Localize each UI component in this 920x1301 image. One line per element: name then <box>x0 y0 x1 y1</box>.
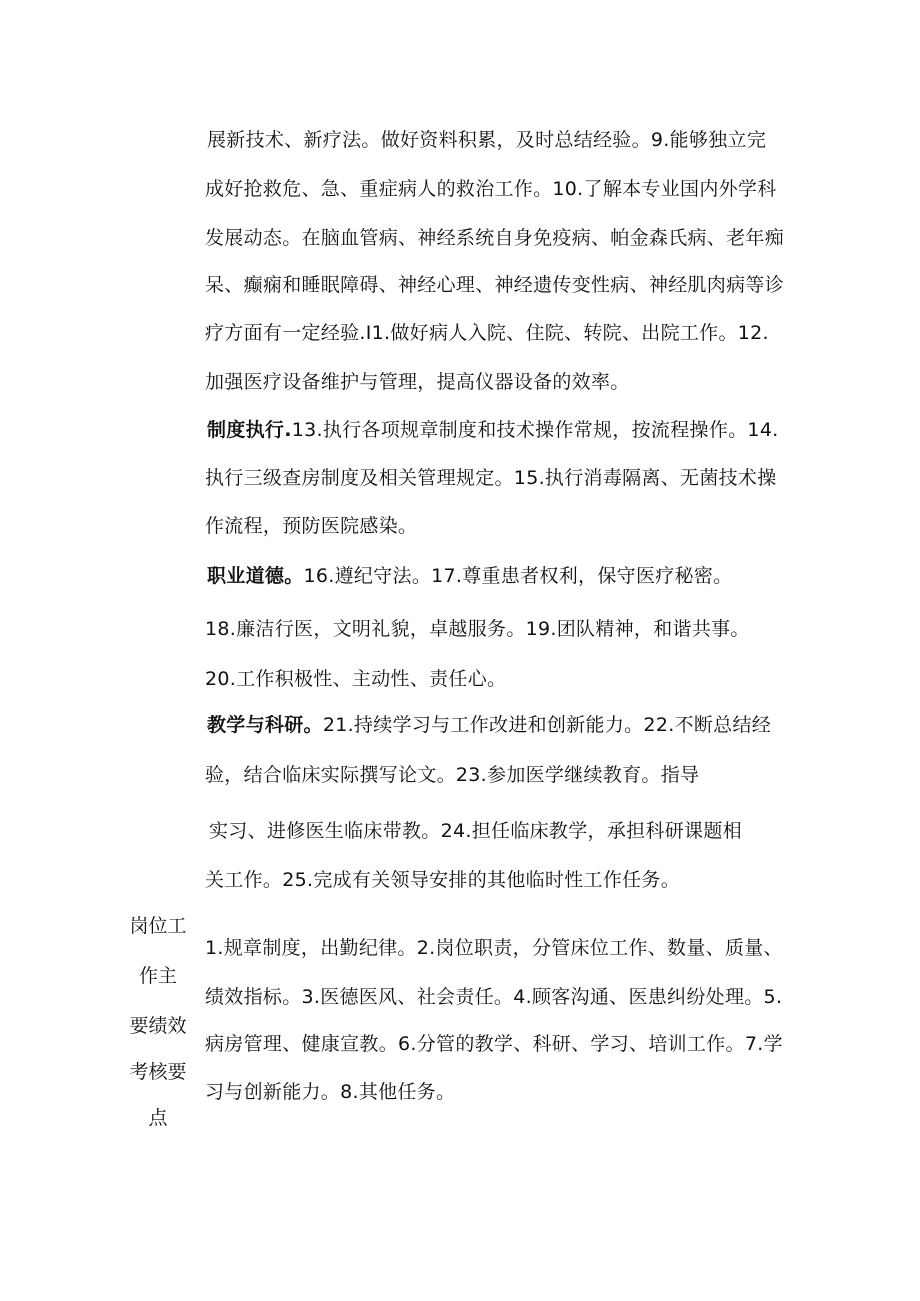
ethics-section-text: 16.遵纪守法。17.尊重患者权利，保守医疗秘密。 <box>303 565 733 587</box>
ethics-section-heading: 职业道德。 <box>207 565 304 587</box>
body-line: 执行三级查房制度及相关管理规定。15.执行消毒隔离、无菌技术操 <box>205 467 777 489</box>
body-line: 呆、癫痫和睡眠障碍、神经心理、神经遗传变性病、神经肌肉病等诊 <box>205 274 785 296</box>
body-line: 20.工作积极性、主动性、责任心。 <box>205 668 507 690</box>
body-line: 加强医疗设备维护与管理，提高仪器设备的效率。 <box>205 371 630 393</box>
teaching-section-heading: 教学与科研。 <box>207 714 323 736</box>
assessment-line: 习与创新能力。8.其他任务。 <box>205 1081 456 1103</box>
body-line: 成好抢救危、急、重症病人的救治工作。10.了解本专业国内外学科 <box>205 178 777 200</box>
system-section-line-1 <box>207 418 779 442</box>
assessment-line: 病房管理、健康宣教。6.分管的教学、科研、学习、培训工作。7.学 <box>205 1033 783 1055</box>
assessment-label-line: 岗位工 <box>129 915 187 937</box>
assessment-label-line: 点 <box>148 1107 168 1129</box>
teaching-section-text: 21.持续学习与工作改进和创新能力。22.不断总结经 <box>322 714 772 736</box>
ethics-section-line-1 <box>207 564 732 588</box>
body-line: 18.廉洁行医，文明礼貌，卓越服务。19.团队精神，和谐共事。 <box>205 618 750 640</box>
system-section-heading: 制度执行. <box>207 419 292 441</box>
body-line: 作流程，预防医院感染。 <box>205 515 418 537</box>
system-section-text: 13.执行各项规章制度和技术操作常规，按流程操作。14. <box>291 419 779 441</box>
assessment-line: 1.规章制度，出勤纪律。2.岗位职责，分管床位工作、数量、质量、 <box>205 937 783 959</box>
body-line: 验，结合临床实际撰写论文。23.参加医学继续教育。指导 <box>205 764 700 786</box>
assessment-label-line: 作主 <box>138 965 177 987</box>
body-line: 关工作。25.完成有关领导安排的其他临时性工作任务。 <box>205 869 681 891</box>
assessment-line: 绩效指标。3.医德医风、社会责任。4.顾客沟通、医患纠纷处理。5. <box>205 986 783 1008</box>
body-line: 展新技术、新疗法。做好资料积累，及时总结经验。9.能够独立完 <box>207 129 767 151</box>
body-line: 实习、进修医生临床带教。24.担任临床教学，承担科研课题相 <box>209 820 742 842</box>
body-line: 发展动态。在脑血管病、神经系统自身免疫病、帕金森氏病、老年痴 <box>205 227 785 249</box>
assessment-label-line: 考核要 <box>129 1061 187 1083</box>
body-line: 疗方面有一定经验.I1.做好病人入院、住院、转院、出院工作。12. <box>205 322 769 344</box>
assessment-label-line: 要绩效 <box>129 1015 187 1037</box>
teaching-section-line-1 <box>207 713 771 737</box>
